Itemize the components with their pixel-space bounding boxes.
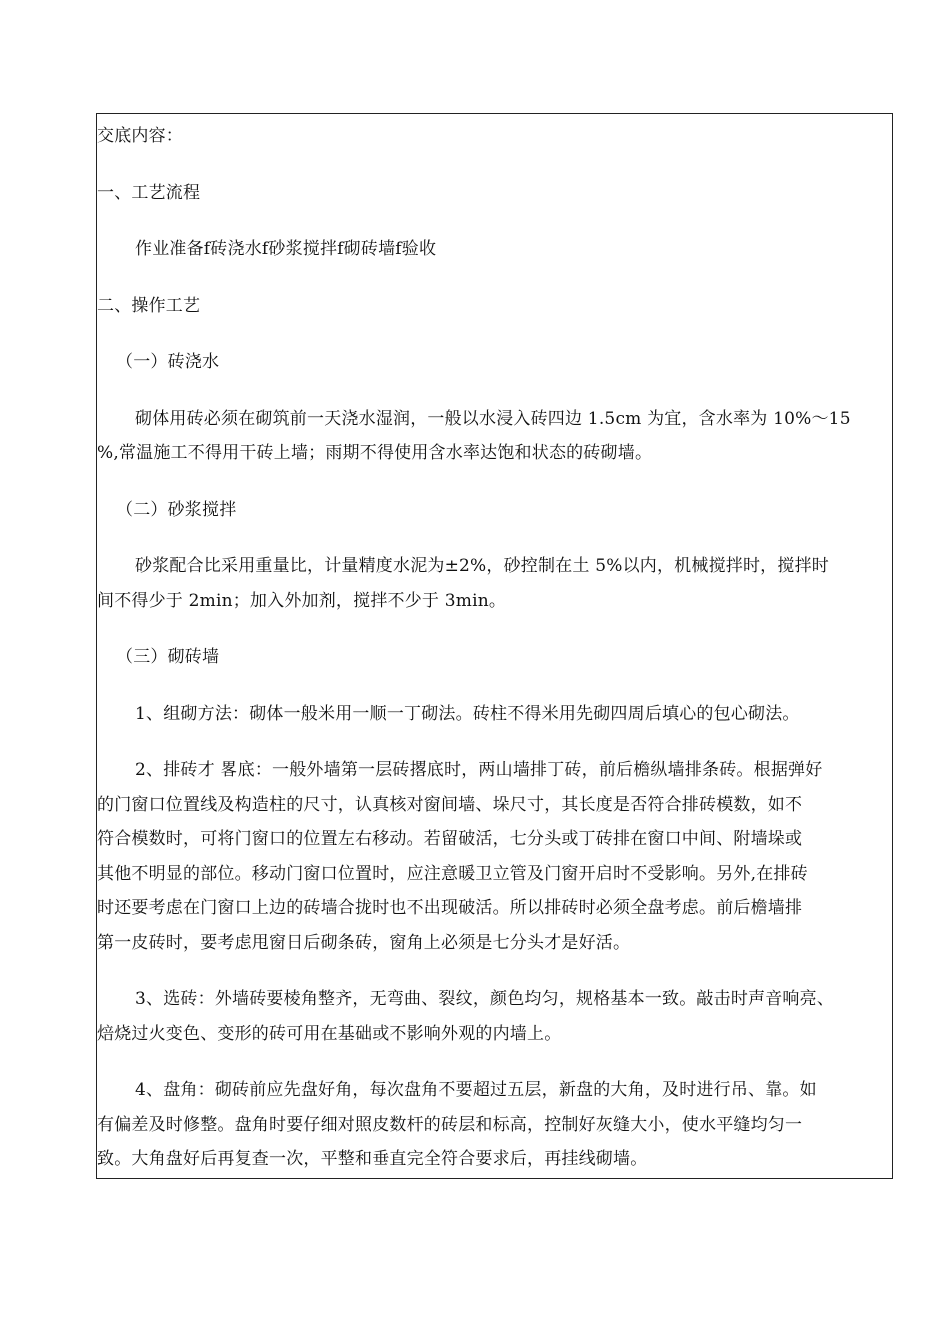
paragraph-line: 的门窗口位置线及构造柱的尺寸，认真核对窗间墙、垛尺寸，其长度是否符合排砖模数，如不	[97, 795, 803, 815]
paragraph-line: %,常温施工不得用干砖上墙；雨期不得使用含水率达饱和状态的砖砌墙。	[97, 443, 653, 463]
subsection-title-watering: （一）砖浇水	[116, 352, 220, 372]
paragraph-line: 符合模数时，可将门窗口的位置左右移动。若留破活，七分头或丁砖排在窗口中间、附墙垛或	[97, 829, 803, 849]
paragraph-line: 有偏差及时修整。盘角时要仔细对照皮数杆的砖层和标高，控制好灰缝大小，使水平缝均匀一	[97, 1115, 803, 1135]
list-item: 1、组砌方法：砌体一般米用一顺一丁砌法。砖柱不得米用先砌四周后填心的包心砌法。	[135, 704, 800, 724]
paragraph-line: 间不得少于 2min；加入外加剂，搅拌不少于 3min。	[97, 591, 507, 611]
subsection-title-mortar: （二）砂浆搅拌	[116, 500, 237, 520]
subsection-title-wall: （三）砌砖墙	[116, 647, 220, 667]
list-item: 3、选砖：外墙砖要棱角整齐，无弯曲、裂纹，颜色均匀，规格基本一致。敲击时声音响亮、	[135, 989, 835, 1009]
paragraph-line: 第一皮砖时，要考虑甩窗日后砌条砖，窗角上必须是七分头才是好活。	[97, 933, 631, 953]
paragraph-line: 时还要考虑在门窗口上边的砖墙合拢时也不出现破活。所以排砖时必须全盘考虑。前后檐墙排	[97, 898, 803, 918]
paragraph-line: 致。大角盘好后再复查一次，平整和垂直完全符合要求后，再挂线砌墙。	[97, 1149, 648, 1169]
list-item: 4、盘角：砌砖前应先盘好角，每次盘角不要超过五层，新盘的大角，及时进行吊、靠。如	[135, 1080, 817, 1100]
paragraph-line: 其他不明显的部位。移动门窗口位置时，应注意暖卫立管及门窗开启时不受影响。另外,在排砖	[97, 864, 808, 884]
section-title-operation: 二、操作工艺	[97, 296, 201, 316]
process-flow: 作业准备f砖浇水f砂浆搅拌f砌砖墙f验收	[135, 239, 437, 259]
heading: 交底内容：	[97, 126, 183, 146]
paragraph-line: 焙烧过火变色、变形的砖可用在基础或不影响外观的内墙上。	[97, 1024, 562, 1044]
paragraph-line: 砂浆配合比采用重量比，计量精度水泥为±2%，砂控制在土 5%以内，机械搅拌时，搅拌时	[135, 556, 829, 576]
paragraph-line: 砌体用砖必须在砌筑前一天浇水湿润，一般以水浸入砖四边 1.5cm 为宜，含水率为 10%〜15	[135, 409, 851, 429]
section-title-process: 一、工艺流程	[97, 183, 201, 203]
document-frame	[96, 113, 893, 1179]
list-item: 2、排砖才 畧底：一般外墙第一层砖撂底时，两山墙排丁砖，前后檐纵墙排条砖。根据弹好	[135, 760, 823, 780]
